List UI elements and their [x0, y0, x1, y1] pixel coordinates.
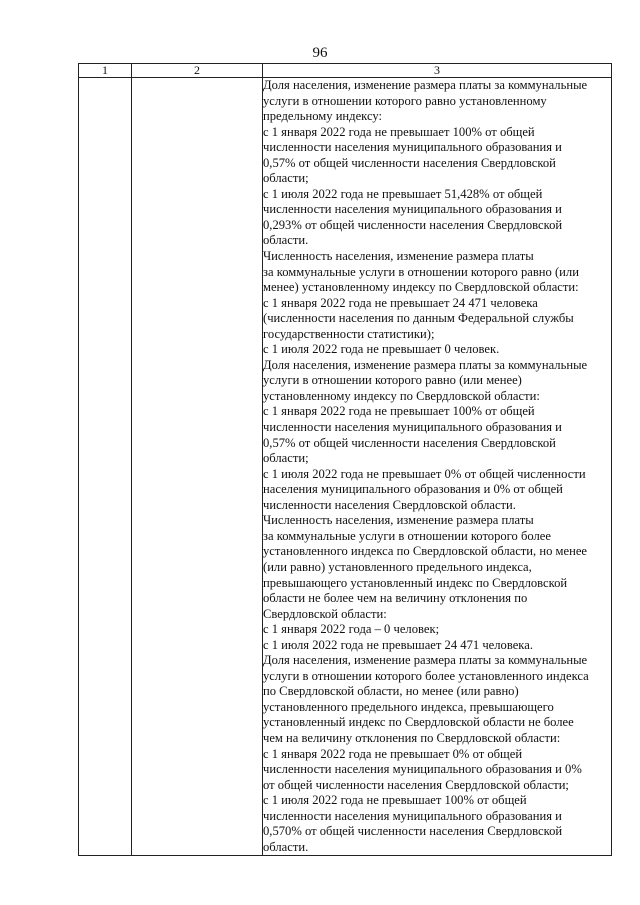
text-line: от общей численности населения Свердловской области;	[263, 777, 569, 792]
text-line: с 1 июля 2022 года не превышает 51,428% от общей	[263, 186, 543, 201]
text-line: с 1 января 2022 года не превышает 100% от общей	[263, 124, 535, 139]
text-line: численности населения Свердловской области.	[263, 497, 516, 512]
text-line: численности населения муниципального образования и	[263, 202, 562, 217]
text-line: численности населения муниципального образования и	[263, 808, 562, 823]
text-line: менее) установленному индексу по Свердловской области:	[263, 280, 579, 295]
text-line: Численность населения, изменение размера платы	[263, 249, 534, 264]
cell-column-1	[79, 78, 132, 856]
text-line: (численности населения по данным Федеральной службы	[263, 311, 574, 326]
table-header-row	[79, 64, 612, 78]
text-line: Свердловской области:	[263, 606, 387, 621]
text-line: установленного предельного индекса, превышающего	[263, 699, 554, 714]
text-line: за коммунальные услуги в отношении которого более	[263, 528, 551, 543]
text-line: области.	[263, 233, 309, 248]
text-line: Доля населения, изменение размера платы за коммунальные	[263, 653, 588, 668]
text-line: области;	[263, 171, 309, 186]
text-line: с 1 января 2022 года не превышает 0% от общей	[263, 746, 523, 761]
text-line: с 1 июля 2022 года не превышает 0% от общей численности	[263, 466, 586, 481]
text-line: чем на величину отклонения по Свердловской области:	[263, 730, 561, 745]
text-line: численности населения муниципального образования и 0%	[263, 762, 582, 777]
text-line: численности населения муниципального образования и	[263, 420, 562, 435]
text-line: с 1 июля 2022 года не превышает 0 человек.	[263, 342, 500, 357]
page-number: 96	[312, 45, 328, 61]
table-row	[79, 78, 612, 856]
text-line: с 1 июля 2022 года не превышает 100% от общей	[263, 793, 527, 808]
cell-column-2	[132, 78, 263, 856]
text-line: предельному индексу:	[263, 109, 383, 124]
text-line: Численность населения, изменение размера платы	[263, 513, 534, 528]
text-line: Доля населения, изменение размера платы за коммунальные	[263, 357, 588, 372]
text-line: 0,293% от общей численности населения Свердловской	[263, 217, 563, 232]
text-line: услуги в отношении которого равно (или менее)	[263, 373, 522, 388]
text-line: с 1 января 2022 года не превышает 24 471 человека	[263, 295, 538, 310]
text-line: области;	[263, 451, 309, 466]
text-line: государственности статистики);	[263, 326, 435, 341]
cell-column-3	[263, 78, 612, 856]
text-line: по Свердловской области, но менее (или равно)	[263, 684, 519, 699]
text-line: области не более чем на величину отклонения по	[263, 591, 528, 606]
text-line: установленного индекса по Свердловской области, но менее	[263, 544, 588, 559]
text-line: с 1 января 2022 года не превышает 100% от общей	[263, 404, 535, 419]
document-table	[78, 63, 612, 856]
text-line: Доля населения, изменение размера платы за коммунальные	[263, 78, 588, 92]
text-line: 0,57% от общей численности населения Свердловской	[263, 155, 556, 170]
column-header-1: 1	[79, 64, 132, 78]
text-line: установленный индекс по Свердловской области не более	[263, 715, 574, 730]
text-line: установленному индексу по Свердловской области:	[263, 388, 540, 403]
text-line: численности населения муниципального образования и	[263, 140, 562, 155]
text-line: 0,57% от общей численности населения Свердловской	[263, 435, 556, 450]
text-line: (или равно) установленного предельного индекса,	[263, 559, 532, 574]
text-line: населения муниципального образования и 0% от общей	[263, 482, 563, 497]
text-line: области.	[263, 839, 309, 854]
text-line: услуги в отношении которого равно установленному	[263, 93, 547, 108]
column-header-2: 2	[132, 64, 263, 78]
text-line: с 1 января 2022 года – 0 человек;	[263, 622, 440, 637]
text-line: превышающего установленный индекс по Свердловской	[263, 575, 568, 590]
text-line: услуги в отношении которого более установленного индекса	[263, 668, 589, 683]
text-line: за коммунальные услуги в отношении которого равно (или	[263, 264, 579, 279]
text-line: 0,570% от общей численности населения Свердловской	[263, 824, 563, 839]
text-line: с 1 июля 2022 года не превышает 24 471 человека.	[263, 637, 533, 652]
column-header-3: 3	[263, 64, 612, 78]
